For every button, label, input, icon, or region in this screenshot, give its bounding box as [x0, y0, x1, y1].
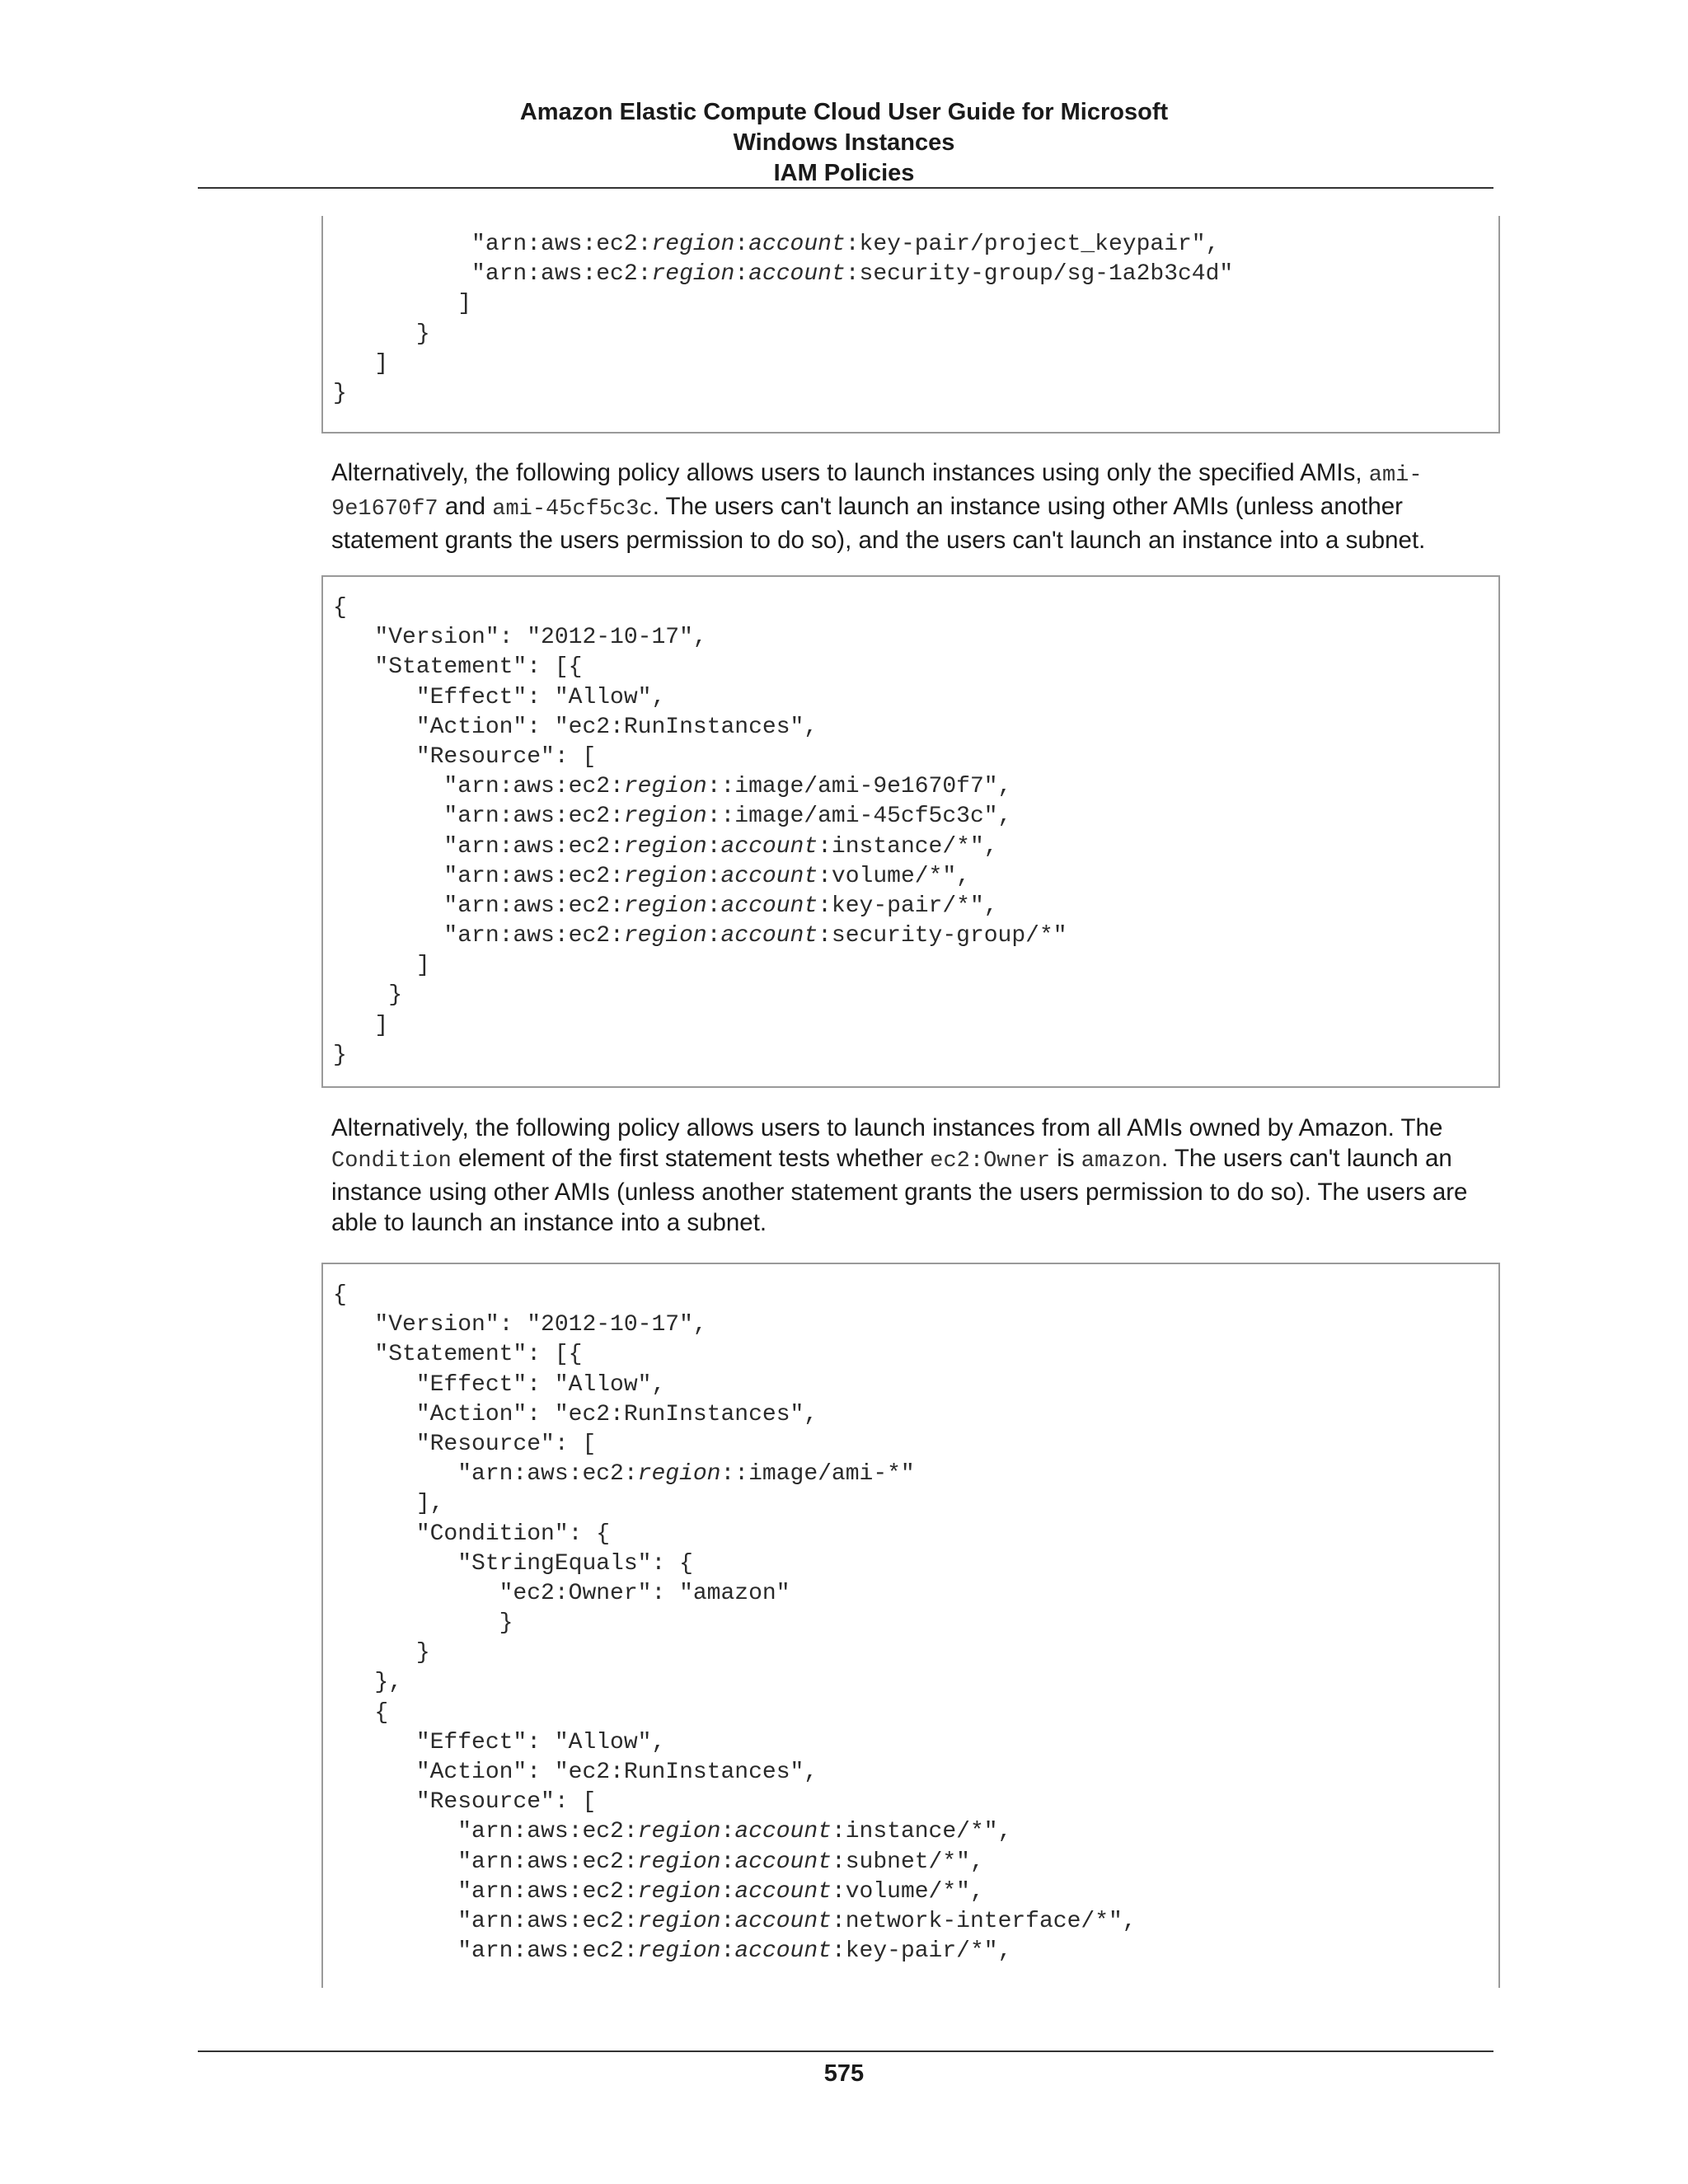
- header-title-line1: Amazon Elastic Compute Cloud User Guide for Microsoft: [519, 99, 1169, 125]
- code-text: "arn:aws:ec2:: [333, 1819, 638, 1845]
- paragraph-amazon-owned-amis: [331, 1113, 1502, 1238]
- code-text: }: [333, 380, 347, 406]
- text-run: . The users can't launch an instance using other AMIs (unless another statement grants the users permission to do so). The users are able to launch an instance into a subnet.: [331, 1145, 1468, 1236]
- code-line: [333, 772, 1498, 802]
- code-text: ]: [333, 953, 430, 979]
- code-text: :volume/*",: [818, 863, 970, 889]
- code-placeholder: region: [637, 1938, 721, 1965]
- code-text: }: [333, 1042, 347, 1068]
- inline-code: Condition: [331, 1149, 452, 1174]
- code-line: [333, 260, 1498, 289]
- code-text: "Effect": "Allow",: [333, 1729, 666, 1755]
- code-text: :: [706, 863, 721, 889]
- code-text: :: [734, 261, 749, 288]
- code-line: [333, 713, 1498, 743]
- code-text: :security-group/*": [818, 923, 1067, 949]
- code-line: [333, 1489, 1498, 1519]
- code-line: [333, 981, 1498, 1010]
- code-line: [333, 1340, 1498, 1370]
- code-line: [333, 1549, 1498, 1579]
- code-text: ]: [333, 350, 389, 377]
- code-text: {: [333, 1282, 347, 1308]
- code-text: "StringEquals": {: [333, 1550, 693, 1577]
- code-line: [333, 349, 1498, 379]
- code-line: [333, 862, 1498, 892]
- code-text: "arn:aws:ec2:: [333, 1461, 638, 1488]
- code-placeholder: region: [637, 1461, 721, 1488]
- code-text: ],: [333, 1491, 444, 1517]
- code-block-amazon-owned-policy: [321, 1263, 1500, 1988]
- code-text: }: [333, 982, 403, 1009]
- code-line: [333, 1638, 1498, 1668]
- code-text: "Version": "2012-10-17",: [333, 625, 707, 651]
- code-line: [333, 320, 1498, 349]
- inline-code: ami-9e1670f7: [331, 463, 1423, 522]
- code-placeholder: region: [651, 232, 735, 257]
- page-number: 575: [823, 2060, 865, 2087]
- code-text: {: [333, 595, 347, 621]
- code-placeholder: account: [734, 1908, 832, 1934]
- code-text: }: [333, 1640, 430, 1666]
- code-placeholder: account: [734, 1938, 832, 1965]
- code-text: "Action": "ec2:RunInstances",: [333, 714, 818, 740]
- code-text: "Effect": "Allow",: [333, 684, 666, 710]
- code-line: [333, 289, 1498, 319]
- text-run: . The users can't launch an instance using other AMIs (unless another statement grants the users permission to do so), and the users can't launch an instance into a subnet.: [331, 493, 1426, 554]
- code-text: ]: [333, 1012, 389, 1038]
- code-line: [333, 683, 1498, 713]
- code-placeholder: account: [734, 1849, 832, 1875]
- code-text: :subnet/*",: [831, 1849, 984, 1875]
- code-line: [333, 1041, 1498, 1071]
- code-placeholder: region: [637, 1878, 721, 1905]
- code-text: :: [720, 1878, 735, 1905]
- code-text: :: [720, 1849, 735, 1875]
- code-placeholder: account: [748, 232, 846, 257]
- text-run: Alternatively, the following policy allows users to launch instances using only the specified AMIs,: [331, 459, 1369, 486]
- code-placeholder: region: [637, 1819, 721, 1845]
- code-placeholder: region: [623, 833, 707, 860]
- text-run: element of the first statement tests whether: [451, 1145, 931, 1172]
- code-text: :key-pair/*",: [831, 1938, 1012, 1965]
- code-text: "Version": "2012-10-17",: [333, 1312, 707, 1338]
- code-line: [333, 1281, 1498, 1310]
- code-line: [333, 379, 1498, 409]
- code-line: [333, 921, 1498, 951]
- code-line: [333, 832, 1498, 862]
- code-text: :: [720, 1938, 735, 1965]
- code-line: [333, 1817, 1498, 1847]
- code-line: [333, 653, 1498, 682]
- code-text: :: [706, 923, 721, 949]
- code-text: "arn:aws:ec2:: [333, 1908, 638, 1934]
- code-text: "arn:aws:ec2:: [333, 833, 624, 860]
- inline-code: ec2:Owner: [930, 1149, 1051, 1174]
- code-text: :key-pair/project_keypair",: [845, 232, 1220, 257]
- code-line: [333, 1011, 1498, 1041]
- code-text: ::image/ami-*": [720, 1461, 915, 1488]
- code-line: [333, 743, 1498, 772]
- code-line: [333, 593, 1498, 623]
- code-line: [333, 1758, 1498, 1788]
- code-text: "arn:aws:ec2:: [333, 232, 652, 257]
- code-text: "arn:aws:ec2:: [333, 804, 624, 830]
- code-line: [333, 951, 1498, 981]
- code-text: },: [333, 1670, 403, 1696]
- header-title-line2: Windows Instances: [733, 129, 955, 156]
- code-text: :: [720, 1819, 735, 1845]
- code-text: "Statement": [{: [333, 654, 583, 681]
- code-line: [333, 1371, 1498, 1400]
- code-text: "arn:aws:ec2:: [333, 1878, 638, 1905]
- code-line: [333, 1310, 1498, 1340]
- code-text: "ec2:Owner": "amazon": [333, 1580, 790, 1606]
- code-text: ::image/ami-9e1670f7",: [706, 774, 1012, 800]
- code-placeholder: region: [623, 863, 707, 889]
- header-rule: [198, 187, 1493, 189]
- code-placeholder: region: [637, 1849, 721, 1875]
- code-placeholder: region: [637, 1908, 721, 1934]
- paragraph-specified-amis: [331, 457, 1502, 555]
- code-text: "Statement": [{: [333, 1342, 583, 1368]
- code-text: :network-interface/*",: [831, 1908, 1137, 1934]
- code-line: [333, 1668, 1498, 1698]
- code-text: "Resource": [: [333, 1789, 597, 1816]
- code-text: "Resource": [: [333, 743, 597, 770]
- code-text: {: [333, 1699, 389, 1726]
- code-placeholder: region: [651, 261, 735, 288]
- code-text: :key-pair/*",: [818, 893, 998, 919]
- code-text: :volume/*",: [831, 1878, 984, 1905]
- code-placeholder: account: [720, 863, 818, 889]
- text-run: is: [1050, 1145, 1081, 1172]
- code-text: :: [720, 1908, 735, 1934]
- code-text: :: [706, 833, 721, 860]
- code-text: "arn:aws:ec2:: [333, 863, 624, 889]
- code-line: [333, 1788, 1498, 1817]
- code-text: :instance/*",: [831, 1819, 1012, 1845]
- code-line: [333, 623, 1498, 653]
- code-text: "Action": "ec2:RunInstances",: [333, 1760, 818, 1785]
- code-text: ]: [333, 291, 472, 317]
- code-text: "Resource": [: [333, 1431, 597, 1457]
- code-placeholder: region: [623, 923, 707, 949]
- code-placeholder: account: [748, 261, 846, 288]
- inline-code: ami-45cf5c3c: [492, 497, 653, 522]
- text-run: and: [438, 493, 493, 520]
- code-text: }: [333, 321, 430, 347]
- code-line: [333, 1609, 1498, 1638]
- code-line: [333, 892, 1498, 921]
- code-line: [333, 1460, 1498, 1489]
- code-text: "arn:aws:ec2:: [333, 1938, 638, 1965]
- code-placeholder: account: [720, 893, 818, 919]
- code-text: :: [706, 893, 721, 919]
- code-placeholder: account: [734, 1819, 832, 1845]
- code-text: "arn:aws:ec2:: [333, 261, 652, 288]
- code-line: [333, 1848, 1498, 1877]
- code-placeholder: account: [720, 833, 818, 860]
- code-text: "arn:aws:ec2:: [333, 893, 624, 919]
- header-section-title: IAM Policies: [773, 160, 915, 186]
- code-line: [333, 1728, 1498, 1758]
- code-line: [333, 802, 1498, 832]
- code-text: "Condition": {: [333, 1521, 611, 1547]
- code-text: :instance/*",: [818, 833, 998, 860]
- code-placeholder: region: [623, 893, 707, 919]
- code-block-continued: [321, 216, 1500, 434]
- code-text: "Effect": "Allow",: [333, 1371, 666, 1398]
- code-block-specified-amis-policy: [321, 575, 1500, 1088]
- code-line: [333, 1579, 1498, 1609]
- code-line: [333, 1400, 1498, 1430]
- code-placeholder: account: [720, 923, 818, 949]
- code-text: "Action": "ec2:RunInstances",: [333, 1401, 818, 1427]
- code-line: [333, 1699, 1498, 1728]
- footer-rule: [198, 2050, 1493, 2052]
- code-text: "arn:aws:ec2:: [333, 774, 624, 800]
- code-line: [333, 1937, 1498, 1966]
- code-placeholder: region: [623, 774, 707, 800]
- code-line: [333, 1877, 1498, 1907]
- code-text: "arn:aws:ec2:: [333, 1849, 638, 1875]
- code-line: [333, 1907, 1498, 1937]
- code-text: }: [333, 1610, 513, 1637]
- code-text: "arn:aws:ec2:: [333, 923, 624, 949]
- code-text: :security-group/sg-1a2b3c4d": [845, 261, 1234, 288]
- inline-code: amazon: [1081, 1149, 1162, 1174]
- code-placeholder: account: [734, 1878, 832, 1905]
- page-header: [0, 97, 1688, 189]
- code-line: [333, 230, 1498, 260]
- text-run: Alternatively, the following policy allows users to launch instances from all AMIs owned by Amazon. The: [331, 1114, 1443, 1141]
- code-placeholder: region: [623, 804, 707, 830]
- code-line: [333, 1520, 1498, 1549]
- code-text: :: [734, 232, 749, 257]
- code-text: ::image/ami-45cf5c3c",: [706, 804, 1012, 830]
- code-line: [333, 1430, 1498, 1460]
